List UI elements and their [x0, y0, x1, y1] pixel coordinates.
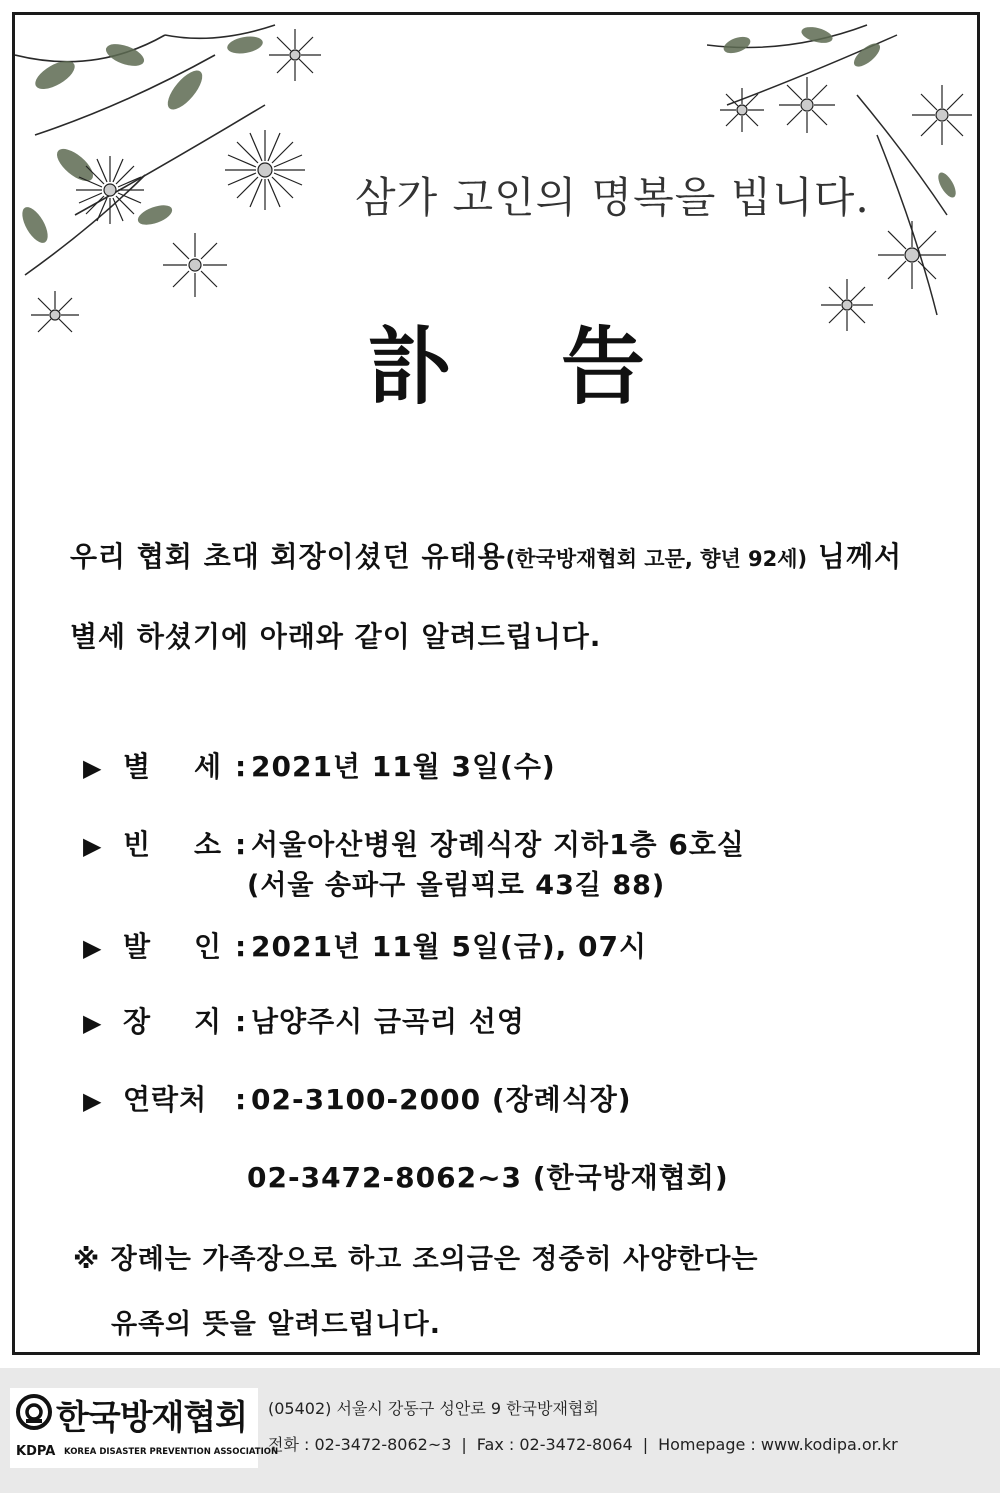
kdpa-emblem-icon	[16, 1394, 52, 1430]
footer-homepage-link[interactable]: Homepage : www.kodipa.or.kr	[658, 1435, 898, 1454]
detail-label: 장 지	[123, 1005, 223, 1038]
detail-value: 2021년 11월 5일(금), 07시	[251, 930, 648, 963]
detail-colon: :	[235, 930, 247, 963]
triangle-bullet-icon: ▶	[83, 832, 102, 860]
obituary-card	[12, 12, 980, 1355]
logo-name: 한국방재협회	[56, 1398, 248, 1438]
logo-full-name: KOREA DISASTER PREVENTION ASSOCIATION	[64, 1447, 279, 1457]
detail-label: 빈 소	[123, 828, 223, 861]
triangle-bullet-icon: ▶	[83, 1009, 102, 1037]
kdpa-logo	[10, 1388, 279, 1468]
note-line-1: ※ 장례는 가족장으로 하고 조의금은 정중히 사양한다는	[73, 1244, 759, 1275]
detail-value: 남양주시 금곡리 선영	[251, 1005, 525, 1038]
detail-burial-site	[83, 1000, 525, 1040]
condolence-heading: 삼가 고인의 명복을 빕니다.	[355, 173, 870, 222]
detail-value: 02-3100-2000 (장례식장)	[251, 1083, 632, 1116]
triangle-bullet-icon: ▶	[83, 754, 102, 782]
detail-death-date	[83, 745, 556, 785]
note-line-2: 유족의 뜻을 알려드립니다.	[111, 1309, 441, 1340]
intro-line-1	[70, 535, 902, 575]
detail-colon: :	[235, 1005, 247, 1038]
detail-funeral-hall-address: (서울 송파구 올림픽로 43길 88)	[247, 870, 666, 901]
intro-line-2: 별세 하셨기에 아래와 같이 알려드립니다.	[70, 620, 602, 653]
detail-departure	[83, 925, 647, 965]
chrysanthemum-decoration-left	[15, 15, 335, 345]
footer-address: (05402) 서울시 강동구 성안로 9 한국방재협회	[268, 1399, 599, 1418]
detail-contact-secondary: 02-3472-8062~3 (한국방재협회)	[247, 1161, 729, 1194]
footer-phone: 전화 : 02-3472-8062~3	[268, 1435, 452, 1454]
footer-divider: |	[461, 1435, 467, 1454]
obituary-title: 訃告	[367, 317, 756, 416]
intro-text-start: 우리 협회 초대 회장이셨던 유태용	[70, 540, 506, 573]
detail-label: 발 인	[123, 930, 223, 963]
detail-value: 2021년 11월 3일(수)	[251, 750, 556, 783]
detail-label: 별 세	[123, 750, 223, 783]
detail-colon: :	[235, 828, 247, 861]
footer-divider: |	[642, 1435, 649, 1454]
detail-contact	[83, 1078, 632, 1118]
detail-value: 서울아산병원 장례식장 지하1층 6호실	[251, 828, 745, 861]
footer	[0, 1368, 1000, 1493]
footer-fax: Fax : 02-3472-8064	[476, 1435, 633, 1454]
detail-colon: :	[235, 750, 247, 783]
detail-funeral-hall	[83, 823, 745, 863]
detail-colon: :	[235, 1083, 247, 1116]
logo-abbreviation: KDPA	[16, 1444, 56, 1459]
intro-text-parenthetical: (한국방재협회 고문, 향년 92세)	[505, 547, 808, 571]
triangle-bullet-icon: ▶	[83, 1087, 102, 1115]
triangle-bullet-icon: ▶	[83, 934, 102, 962]
intro-text-end: 님께서	[807, 540, 903, 573]
detail-label: 연락처	[123, 1083, 208, 1116]
footer-contact	[268, 1432, 898, 1455]
